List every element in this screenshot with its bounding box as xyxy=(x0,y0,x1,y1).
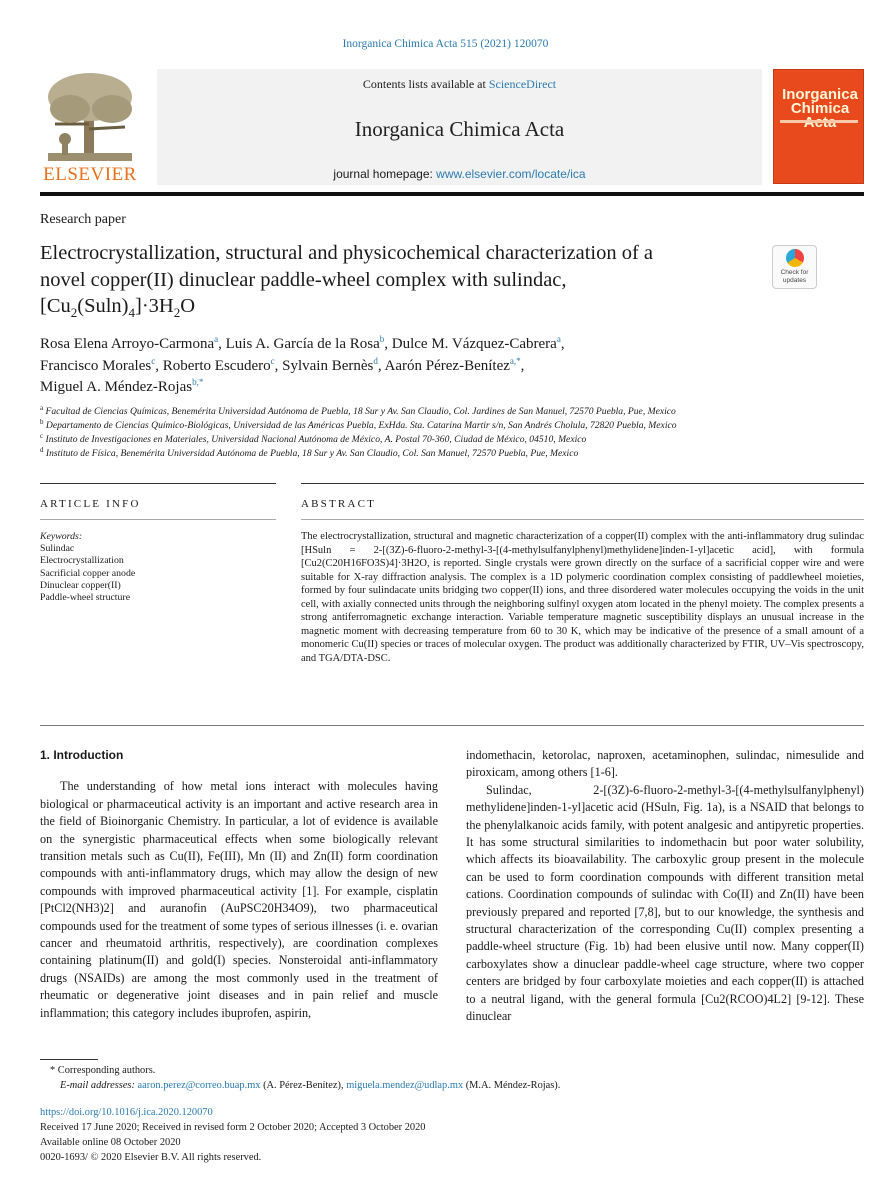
sciencedirect-link[interactable]: ScienceDirect xyxy=(488,77,557,91)
keyword: Sacrificial copper anode xyxy=(40,567,136,579)
divider xyxy=(40,519,276,520)
affiliation-item: $^a$ Facultad de Ciencias Químicas, Benemérita Universidad Autónoma de Puebla, 18 Sur y Av. San Claudio, Col. Jardines de San Manuel, 72570 Puebla, Pue, Mexico xyxy=(40,403,676,417)
crossmark-icon xyxy=(786,249,804,267)
email-label: E-mail addresses: xyxy=(60,1080,135,1091)
cover-title: Inorganica Chimica xyxy=(782,86,858,117)
available-online: Available online 08 October 2020 xyxy=(40,1137,181,1148)
author-affiliation-sup[interactable]: b,* xyxy=(192,377,204,387)
author-affiliation-sup[interactable]: a xyxy=(556,334,561,344)
journal-title: Inorganica Chimica Acta xyxy=(354,117,565,141)
elsevier-tree-logo xyxy=(40,69,140,185)
homepage-line xyxy=(157,167,762,181)
body-paragraph: indomethacin, ketorolac, naproxen, acetaminophen, sulindac, nimesulide and piroxicam, among others [1-6]. xyxy=(466,748,864,780)
affiliation-item: $^c$ Instituto de Investigaciones en Materiales, Universidad Nacional Autónoma de México, A. Postal 70-360, Ciudad de México, 04510, Mexico xyxy=(40,431,587,445)
email-link[interactable]: miguela.mendez@udlap.mx xyxy=(346,1080,464,1091)
author-affiliation-sup[interactable]: c xyxy=(151,355,156,366)
article-type: Research paper xyxy=(40,212,126,227)
contents-prefix: Contents lists available at xyxy=(362,77,489,91)
affiliation-list xyxy=(40,405,860,461)
author-name[interactable]: Roberto Escudero xyxy=(162,357,271,374)
body-paragraph: The understanding of how metal ions interact with molecules having biological or pharmaceutical activity is an important and active research area in the field of Bioinorganic Chemistry. In particular, a lot of evidence is available on the synergistic pharmaceutical effects when some biologically relevant transition metals such as Cu(II), Fe(III), Mn (II) and Zn(II) form coordination compounds with anti-inflammatory drugs, which may allow the design of new compounds with improved pharmaceutical activity [1]. For example, cisplatin [PtCl2(NH3)2] and auranofin (AuPSC20H34O9), two pharmaceutical compounds used for the treatment of some types of serious illnesses (i. e. ovarian cancer and rheumatoid arthritis, respectively), are coordination complexes containing platinum(II) and gold(I) species. Nonsteroidal anti-inflammatory drugs (NSAIDs) are among the most commonly used in the treatment of rheumatic or degenerative joint diseases and in pain relief and muscle inflammation; this category includes ibuprofen, aspirin, xyxy=(40,779,438,1020)
divider xyxy=(40,725,864,726)
journal-header xyxy=(40,69,864,192)
body-paragraph: Sulindac, 2-[(3Z)-6-fluoro-2-methyl-3-[(4-methylsulfanylphenyl) methylidene]inden-1-yl]acetic acid (HSuln, Fig. 1a), is a NSAID that belongs to the phenylalkanoic acids family, with potent analgesic and antipyretic properties. It has some structural similarities to indomethacin but poor water solubility, which affects its bioavailability. The carboxylic group present in the molecule can be used to form coordination compounds with different transition metal cations. Coordination compounds of sulindac with Co(II) and Zn(II) have been previously prepared and reported [7,8], but to our knowledge, the synthesis and structural characterization of the corresponding Cu(II) complex presenting a paddle-wheel structure (Fig. 1b) had been elusive until now. Many copper(II) carboxylates show a dinuclear paddle-wheel cage structure, where two copper centers are bridged by four carboxylate moieties and each copper(II) is attached to a neutral ligand, with the general formula [Cu2(RCOO)4L2] [9-12]. These dinuclear xyxy=(466,782,864,1024)
check-for-updates-button[interactable] xyxy=(772,245,817,289)
contents-line xyxy=(157,77,762,92)
affiliation-item: $^d$ Instituto de Física, Benemérita Universidad Autónoma de Puebla, 18 Sur y Av. San Claudio, Col. San Manuel, 72570 Puebla, Pue, Mexico xyxy=(40,445,579,459)
copyright: 0020-1693/ © 2020 Elsevier B.V. All rights reserved. xyxy=(40,1152,262,1163)
author-name[interactable]: Dulce M. Vázquez-Cabrera xyxy=(391,336,557,352)
journal-citation[interactable]: Inorganica Chimica Acta 515 (2021) 120070 xyxy=(342,38,549,50)
author-affiliation-sup[interactable]: d xyxy=(373,355,378,366)
abstract-heading: ABSTRACT xyxy=(301,498,377,510)
author-affiliation-sup[interactable]: a,* xyxy=(509,355,521,366)
author-affiliation-sup[interactable]: c xyxy=(270,355,275,366)
section-heading-introduction: 1. Introduction xyxy=(40,748,124,762)
author-list: Rosa Elena Arroyo-Carmona$^a$, Luis A. García de la Rosa$^b$, Dulce M. Vázquez-Cabrera$^a$, Francisco Morales$^c$, Roberto Escudero$^c$, Sylvain Bernès$^d$, Aarón Pérez-Benítez$^{a,*}$, Miguel A. Méndez-Rojas$^{b,*}$ xyxy=(40,334,565,395)
keyword: Electrocrystallization xyxy=(40,555,124,567)
cover-decoration xyxy=(780,120,858,123)
corresponding-note: * Corresponding authors. xyxy=(50,1065,156,1076)
keyword: Paddle-wheel structure xyxy=(40,592,131,604)
publication-info xyxy=(40,1105,860,1165)
footnote-divider xyxy=(40,1059,98,1060)
affiliation-item: $^b$ Departamento de Ciencias Químico-Biológicas, Universidad de las Américas Puebla, ExHda. Sta. Catarina Martir s/n, San Andrés Cholula, 72820 Puebla, Mexico xyxy=(40,417,677,431)
article-info-heading: ARTICLE INFO xyxy=(40,498,141,510)
abstract-text: The electrocrystallization, structural and magnetic characterization of a copper(II) complex with the anti-inflammatory drug sulindac [HSuln = 2-[(3Z)-6-fluoro-2-methyl-3-[(4-methylsulfanylphenyl)methylidene]inden-1-yl]acetic acid], with formula [Cu2(C20H16FO3S)4]·3H2O, is reported. Single crystals were grown directly on the surface of a sacrificial copper wire and were suitable for X-ray diffraction analysis. The complex is a 1D polymeric coordination complex consisting of paddlewheel moieties, formed by four sulindacate units bridging two copper(II) ions, and three disordered water molecules occupying the voids in the unit cell, with axially connected units through the neighboring sulfinyl oxygen atom located in the phenyl moiety. The complex presents a strong antiferromagnetic exchange interaction. Variable temperature magnetic susceptibility displays an unusual increase in the magnetic moment with decreasing temperature from 60 to 30 K, which may be indicative of the presence of a small amount of a monomeric Cu(II) species or traces of molecular oxygen. The product was additionally characterized by FTIR, UV–Vis spectroscopy, and TGA/DTA-DSC. xyxy=(301,531,864,664)
author-name[interactable]: Luis A. García de la Rosa xyxy=(225,336,380,352)
email-owner: (M.A. Méndez-Rojas). xyxy=(465,1080,561,1091)
divider xyxy=(301,519,864,520)
keyword: Sulindac xyxy=(40,543,75,555)
keywords-label: Keywords: xyxy=(40,531,83,542)
author-affiliation-sup[interactable]: b xyxy=(379,334,385,344)
author-name[interactable]: Aarón Pérez-Benítez xyxy=(384,357,510,374)
crossmark-label: Check for updates xyxy=(780,269,809,284)
journal-cover-image xyxy=(773,69,864,184)
divider xyxy=(301,483,864,484)
header-divider xyxy=(40,192,864,196)
author-name[interactable]: Miguel A. Méndez-Rojas xyxy=(40,379,193,395)
divider xyxy=(40,483,276,484)
author-name[interactable]: Rosa Elena Arroyo-Carmona xyxy=(40,336,215,352)
received-dates: Received 17 June 2020; Received in revised form 2 October 2020; Accepted 3 October 2020 xyxy=(40,1122,426,1133)
author-affiliation-sup[interactable]: a xyxy=(214,334,219,344)
email-link[interactable]: aaron.perez@correo.buap.mx xyxy=(137,1080,261,1091)
keywords-block xyxy=(40,531,276,604)
homepage-prefix: journal homepage: xyxy=(333,167,437,181)
title-line-3: $[Cu_2(Suln)_4]\cdot 3H_2O$ xyxy=(40,295,196,321)
article-title xyxy=(40,240,760,327)
email-owner: (A. Pérez-Benítez), xyxy=(263,1080,344,1091)
publisher-name: ELSEVIER xyxy=(43,164,137,185)
author-name[interactable]: Sylvain Bernès xyxy=(282,357,374,374)
body-column-right xyxy=(466,747,864,1026)
journal-masthead xyxy=(157,69,762,185)
email-note xyxy=(40,1078,860,1093)
keyword: Dinuclear copper(II) xyxy=(40,579,121,591)
body-column-left xyxy=(40,747,438,1022)
footnotes xyxy=(40,1063,860,1093)
title-line-2: novel copper(II) dinuclear paddle-wheel complex with sulindac, xyxy=(40,268,567,291)
author-name[interactable]: Francisco Morales xyxy=(40,357,152,374)
homepage-link[interactable]: www.elsevier.com/locate/ica xyxy=(436,167,586,181)
doi-link[interactable]: https://doi.org/10.1016/j.ica.2020.120070 xyxy=(40,1107,213,1118)
title-line-1: Electrocrystallization, structural and physicochemical characterization of a xyxy=(40,242,654,264)
